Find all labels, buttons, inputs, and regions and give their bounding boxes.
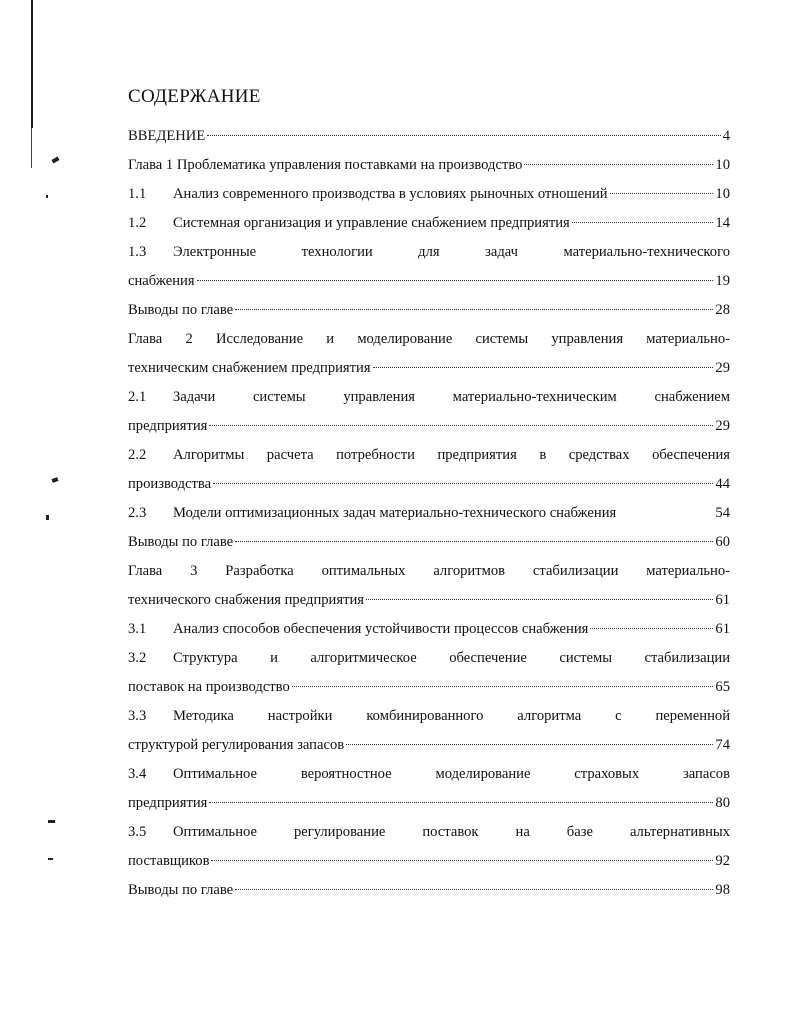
toc-page-number: 80: [715, 795, 730, 811]
toc-entry-text: технического снабжения предприятия: [128, 592, 364, 608]
toc-entry: [128, 151, 730, 180]
toc-entry-line1: [128, 702, 730, 731]
toc-entry: [128, 876, 730, 905]
toc-entry-text: Электронные технологии для задач материально-технического: [173, 244, 730, 260]
toc-section-number: 2.1: [128, 389, 147, 405]
toc-page-number: 10: [715, 186, 730, 202]
toc-entry-text: Выводы по главе: [128, 534, 234, 550]
table-of-contents: [128, 122, 730, 905]
toc-page-number: 98: [715, 882, 730, 898]
dot-leader: [366, 599, 713, 600]
dot-leader: [292, 686, 714, 687]
dot-leader: [209, 802, 713, 803]
toc-entry: [128, 209, 730, 238]
toc-entry-line1: [128, 383, 730, 412]
toc-entry: [128, 615, 730, 644]
toc-entry-text: Задачи системы управления материально-техническим снабжением: [173, 389, 730, 405]
toc-page-number: 92: [715, 853, 730, 869]
toc-entry: [128, 499, 730, 528]
scan-edge-artifact: [31, 128, 32, 168]
toc-entry-line2: [128, 586, 730, 615]
dot-leader: [211, 860, 713, 861]
dot-leader: [213, 483, 713, 484]
toc-entry-line1: [128, 818, 730, 847]
toc-entry-text: Методика настройки комбинированного алгоритма с переменной: [173, 708, 730, 724]
toc-entry-line2: [128, 847, 730, 876]
toc-section-number: 2.2: [128, 447, 147, 463]
toc-page-number: 61: [715, 592, 730, 608]
toc-entry-line1: [128, 441, 730, 470]
toc-entry-line2: [128, 789, 730, 818]
toc-entry: [128, 122, 730, 151]
toc-page-number: 4: [722, 128, 730, 144]
toc-page-number: 29: [715, 360, 730, 376]
toc-entry-text: поставок на производство: [128, 679, 290, 695]
toc-page-number: 28: [715, 302, 730, 318]
scan-speck: [46, 195, 48, 198]
dot-leader: [610, 193, 714, 194]
toc-entry-text: Глава 1 Проблематика управления поставками на производство: [128, 157, 523, 173]
toc-entry-text: Выводы по главе: [128, 302, 234, 318]
toc-entry-line1: [128, 557, 730, 586]
toc-page-number: 44: [715, 476, 730, 492]
toc-entry-text: поставщиков: [128, 853, 210, 869]
dot-leader: [197, 280, 714, 281]
toc-section-number: 1.2: [128, 215, 147, 231]
toc-entry-text: Оптимальное регулирование поставок на базе альтернативных: [173, 824, 730, 840]
toc-entry-line1: [128, 325, 730, 354]
toc-entry-text: Глава 3 Разработка оптимальных алгоритмов стабилизации материально-: [128, 563, 730, 579]
toc-entry-text: Системная организация и управление снабжением предприятия: [173, 215, 570, 231]
scan-speck: [46, 515, 49, 520]
toc-entry: [128, 296, 730, 325]
toc-entry-text: Глава 2 Исследование и моделирование системы управления материально-: [128, 331, 730, 347]
toc-page-number: 74: [715, 737, 730, 753]
toc-entry-text: Анализ способов обеспечения устойчивости процессов снабжения: [173, 621, 589, 637]
toc-page-number: 54: [715, 505, 730, 521]
toc-entry-text: Алгоритмы расчета потребности предприятия в средствах обеспечения: [173, 447, 730, 463]
toc-entry-line1: [128, 644, 730, 673]
toc-entry-line2: [128, 412, 730, 441]
toc-page-number: 61: [715, 621, 730, 637]
toc-entry-text: предприятия: [128, 795, 208, 811]
dot-leader: [207, 135, 720, 136]
toc-page-number: 19: [715, 273, 730, 289]
toc-section-number: 3.4: [128, 766, 147, 782]
toc-page-number: 29: [715, 418, 730, 434]
toc-section-number: 1.3: [128, 244, 147, 260]
scan-speck: [48, 820, 55, 823]
dot-leader: [209, 425, 713, 426]
toc-page-number: 65: [715, 679, 730, 695]
dot-leader: [346, 744, 713, 745]
toc-section-number: 1.1: [128, 186, 147, 202]
toc-entry-text: структурой регулирования запасов: [128, 737, 345, 753]
toc-entry-line2: [128, 354, 730, 383]
toc-section-number: 3.5: [128, 824, 147, 840]
toc-entry: [128, 180, 730, 209]
dot-leader: [235, 889, 713, 890]
toc-entry-text: производства: [128, 476, 212, 492]
toc-entry-text: снабжения: [128, 273, 195, 289]
dot-leader: [590, 628, 713, 629]
toc-entry-text: Анализ современного производства в условиях рыночных отношений: [173, 186, 608, 202]
toc-entry-line2: [128, 731, 730, 760]
scan-speck: [51, 157, 59, 164]
toc-entry-text: предприятия: [128, 418, 208, 434]
toc-entry-text: Выводы по главе: [128, 882, 234, 898]
toc-entry-line2: [128, 470, 730, 499]
dot-leader: [235, 541, 713, 542]
toc-entry-line1: [128, 238, 730, 267]
toc-section-number: 2.3: [128, 505, 147, 521]
toc-entry-line1: [128, 760, 730, 789]
toc-entry-text: Структура и алгоритмическое обеспечение системы стабилизации: [173, 650, 730, 666]
scan-edge-artifact: [31, 0, 33, 128]
scan-speck: [48, 858, 53, 860]
toc-entry: [128, 528, 730, 557]
toc-section-number: 3.1: [128, 621, 147, 637]
toc-entry-text: Оптимальное вероятностное моделирование страховых запасов: [173, 766, 730, 782]
toc-section-number: 3.3: [128, 708, 147, 724]
toc-entry-line2: [128, 673, 730, 702]
toc-entry-text: ВВЕДЕНИЕ: [128, 128, 206, 144]
dot-leader: [524, 164, 713, 165]
toc-entry-line2: [128, 267, 730, 296]
toc-section-number: 3.2: [128, 650, 147, 666]
dot-leader: [235, 309, 713, 310]
dot-leader: [373, 367, 714, 368]
toc-entry-text: Модели оптимизационных задач материально-технического снабжения: [173, 505, 617, 521]
toc-page-number: 60: [715, 534, 730, 550]
toc-page-number: 10: [715, 157, 730, 173]
toc-page-number: 14: [715, 215, 730, 231]
scan-speck: [51, 477, 58, 483]
page-title: СОДЕРЖАНИЕ: [128, 86, 261, 107]
toc-entry-text: техническим снабжением предприятия: [128, 360, 371, 376]
dot-leader: [572, 222, 714, 223]
